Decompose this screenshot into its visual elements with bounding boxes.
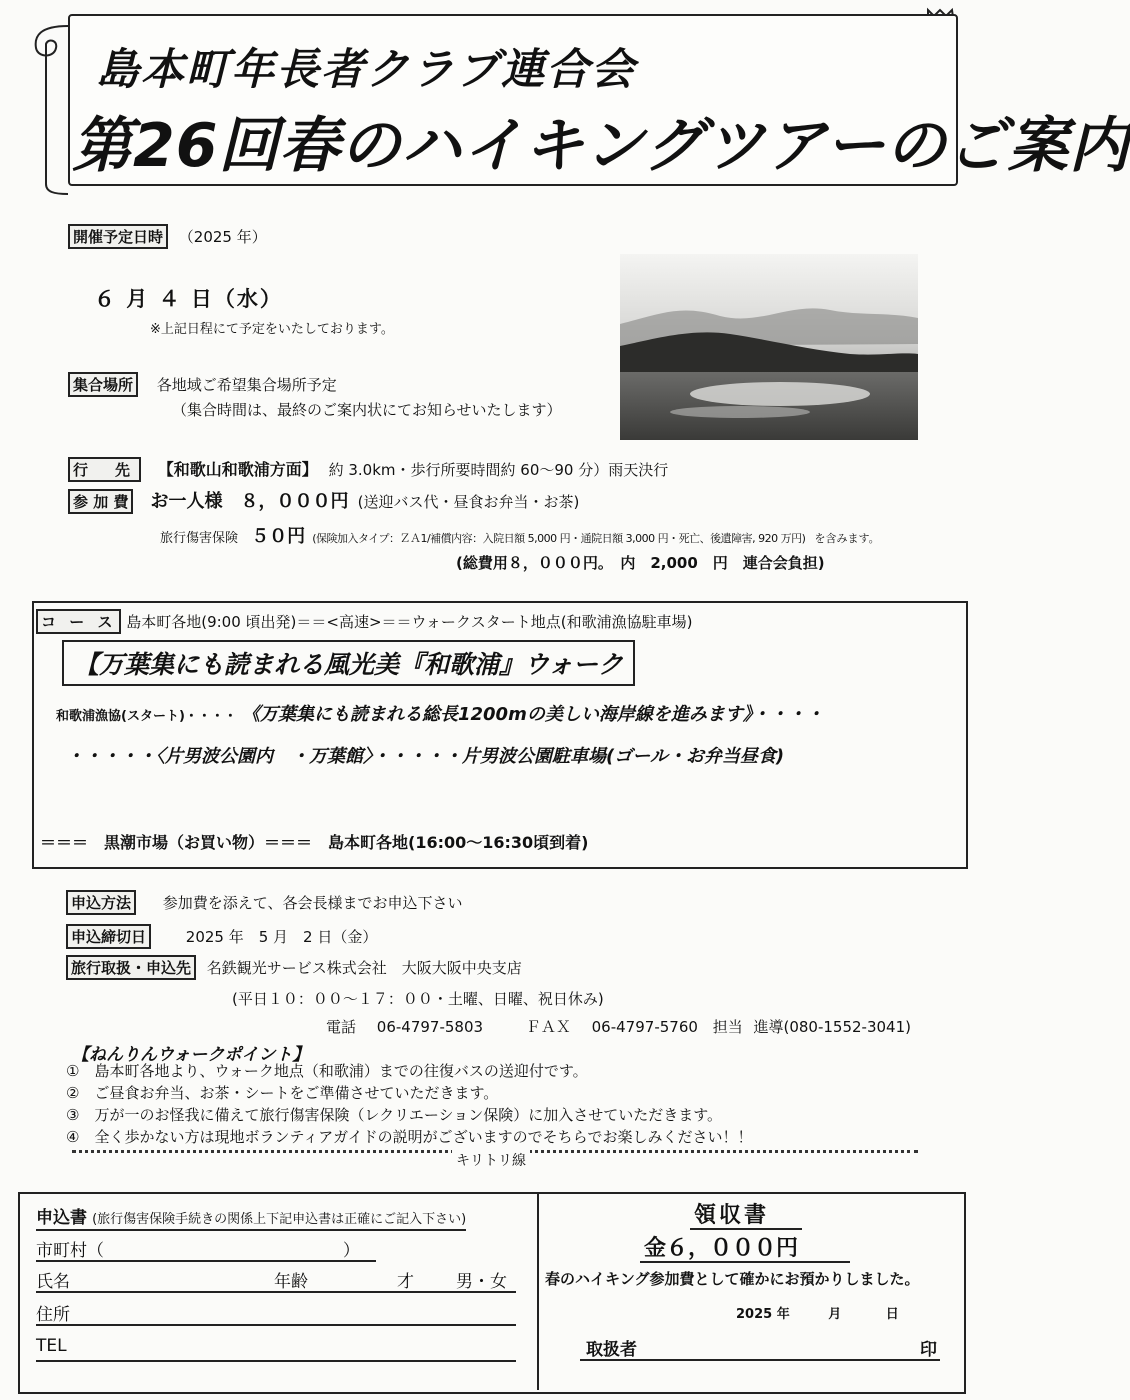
meeting-note: （集合時間は、最終のご案内状にてお知らせいたします） (172, 401, 562, 419)
tel-underline (36, 1360, 516, 1362)
course-leg2: ・・・・・〈片男波公園内 ・万葉館〉・・・・・片男波公園駐車場(ゴール・お弁当昼食) (66, 746, 785, 767)
destination-label: 行 先 (68, 457, 141, 482)
point-item: ④ 全く歩かない方は現地ボランティアガイドの説明がございますのでそちらでお楽しみください！！ (66, 1128, 753, 1146)
schedule-note: ※上記日程にて予定をいたしております。 (150, 322, 394, 337)
course-leg1: 《万葉集にも読まれる総長1200mの美しい海岸線を進みます》・・・・ (241, 704, 824, 725)
page-title: 第26回春のハイキングツアーのご案内 (72, 111, 1130, 181)
org-name: 島本町年長者クラブ連合会 (96, 45, 636, 95)
schedule-label: 開催予定日時 (68, 224, 168, 249)
receipt-amount: 金６，０００円 (644, 1236, 799, 1261)
method-text: 参加費を添えて、各会長様までお申込下さい (162, 894, 463, 912)
insurance-suffix: を含みます。 (814, 532, 880, 545)
fee-main: お一人様 ８，０００円 (150, 491, 349, 512)
fee-row (68, 487, 579, 514)
age-label: 年齢 (274, 1272, 308, 1292)
fee-total: (総費用８，０００円。 内 2,000 円 連合会負担) (456, 554, 825, 572)
meeting-row (68, 372, 337, 397)
cut-line-label: キリトリ線 (452, 1150, 530, 1170)
deadline-label: 申込締切日 (66, 924, 151, 949)
deadline-row (66, 924, 377, 949)
scroll-curl-decoration (30, 24, 72, 196)
receipt-date-day: 日 (885, 1307, 899, 1322)
city-label: 市町村（ (36, 1241, 104, 1261)
course-label: コ ー ス (36, 609, 121, 634)
receipt-title-underline (690, 1228, 802, 1230)
phone-number: 06-4797-5803 (376, 1018, 484, 1036)
form-title: 申込書 (36, 1208, 87, 1228)
meeting-text: 各地域ご希望集合場所予定 (156, 376, 337, 394)
insurance-detail: (保険加入タイプ：ＺＡ1/補償内容：入院日額 5,000 円・通院日額 3,000 円・死亡、後遺障害, 920 万円) (312, 532, 806, 545)
form-divider (537, 1192, 539, 1390)
schedule-row (68, 224, 267, 249)
gender-choice[interactable]: 男・女 (456, 1272, 507, 1292)
fax-number: 06-4797-5760 (591, 1018, 698, 1036)
deadline-text: 2025 年 5 月 2 日（金） (185, 928, 378, 946)
point-item: ③ 万が一のお怪我に備えて旅行傷害保険（レクリエーション保険）に加入させていただきます。 (66, 1106, 723, 1124)
form-title-note: (旅行傷害保険手続きの関係上下記申込書は正確にご記入下さい) (92, 1212, 467, 1227)
insurance-row (160, 522, 880, 548)
name-underline (36, 1291, 516, 1293)
city-row[interactable] (36, 1236, 360, 1261)
receipt-date-month: 月 (828, 1307, 842, 1322)
name-label: 氏名 (36, 1272, 70, 1292)
fee-main-note: (送迎バス代・昼食お弁当・お茶) (357, 493, 580, 511)
agent-row (66, 955, 522, 980)
course-route-start (36, 609, 693, 634)
contact-label: 担当 (712, 1018, 743, 1036)
receipt-text: 春のハイキング参加費として確かにお預かりしました。 (545, 1270, 920, 1288)
fee-label: 参 加 費 (68, 489, 133, 514)
point-item: ① 島本町各地より、ウォーク地点（和歌浦）までの往復バスの送迎付です。 (66, 1062, 588, 1080)
receipt-date (736, 1303, 899, 1322)
receipt-date-year: 2025 年 (736, 1307, 790, 1322)
form-title-row (36, 1203, 466, 1231)
points-title: 【ねんりんウォークポイント】 (72, 1045, 310, 1065)
course-leg1-row (56, 700, 824, 726)
contact-row (326, 1016, 911, 1037)
phone-label: 電話 (326, 1018, 357, 1036)
age-unit: 才 (397, 1272, 414, 1292)
receipt-title: 領収書 (694, 1203, 770, 1228)
handler-underline (580, 1359, 940, 1361)
method-row (66, 890, 463, 915)
agent-hours: (平日１０：００〜１７：００・土曜、日曜、祝日休み) (232, 990, 604, 1008)
agent-label: 旅行取扱・申込先 (66, 955, 196, 980)
method-label: 申込方法 (66, 890, 136, 915)
destination-row (68, 457, 668, 482)
walk-title: 【万葉集にも読まれる風光美『和歌浦』ウォーク (62, 640, 635, 686)
handler-label: 取扱者 (586, 1340, 637, 1360)
meeting-label: 集合場所 (68, 372, 138, 397)
course-start: 和歌浦漁協(スタート)・・・・ (56, 709, 237, 724)
address-label: 住所 (36, 1305, 70, 1325)
fax-label: ＦＡＸ (525, 1018, 571, 1036)
seaside-photo (620, 254, 918, 440)
destination-place: 【和歌山和歌浦方面】 (157, 460, 318, 479)
contact-person: 進導(080-1552-3041) (753, 1018, 911, 1036)
tel-label: TEL (36, 1336, 67, 1356)
course-route2: ＝＝＝ 黒潮市場（お買い物）＝＝＝ 島本町各地(16:00〜16:30頃到着) (40, 833, 589, 852)
agent-text: 名鉄観光サービス株式会社 大阪大阪中央支店 (206, 959, 522, 977)
schedule-date: ６ 月 ４ 日（水） (94, 287, 283, 311)
destination-detail: 約 3.0km・歩行所要時間約 60〜90 分）雨天決行 (328, 461, 669, 479)
insurance-amount: ５０円 (251, 526, 306, 547)
receipt-amount-underline (640, 1261, 850, 1263)
city-underline (36, 1260, 376, 1262)
schedule-year: （2025 年） (178, 228, 267, 246)
insurance-label: 旅行傷害保険 (160, 531, 239, 546)
seal-mark: 印 (920, 1340, 937, 1360)
address-underline (36, 1324, 516, 1326)
course-route1: 島本町各地(9:00 頃出発)＝＝<高速>＝＝ウォークスタート地点(和歌浦漁協駐車場) (126, 613, 693, 631)
city-close: ） (342, 1241, 360, 1261)
point-item: ② ご昼食お弁当、お茶・シートをご準備させていただきます。 (66, 1084, 499, 1102)
